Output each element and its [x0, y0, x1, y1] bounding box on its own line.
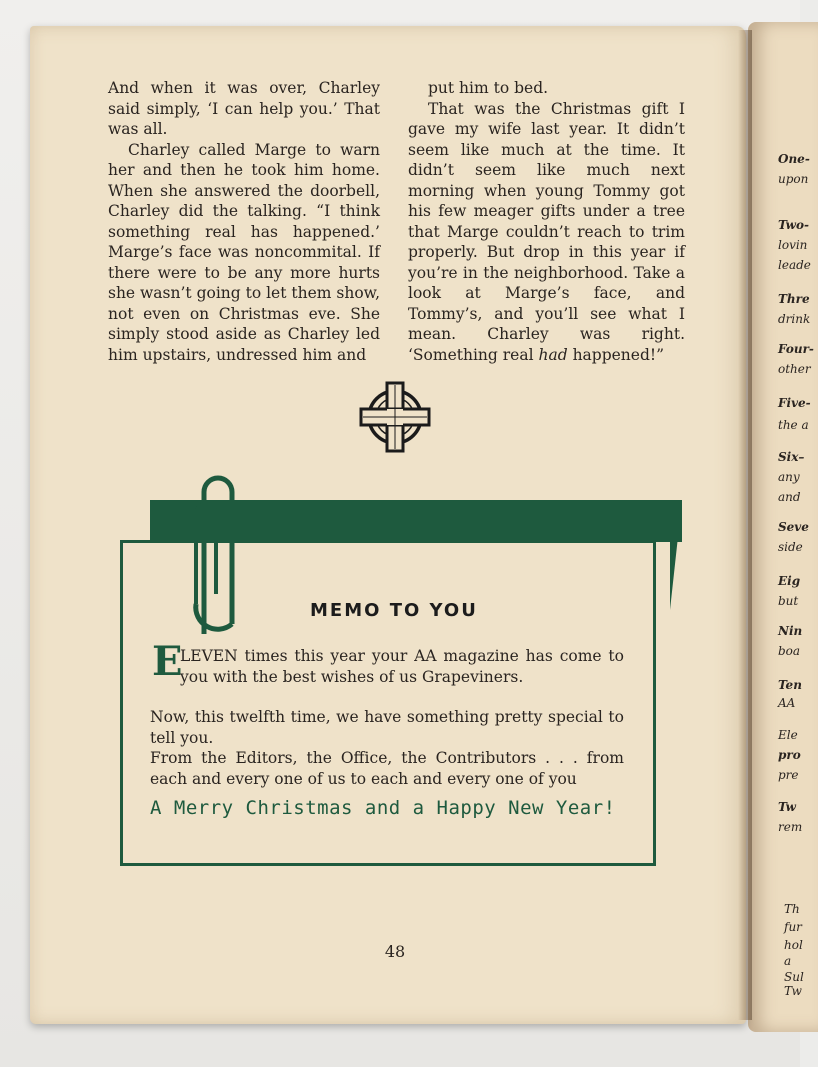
facing-page-fragment: lovin: [778, 238, 808, 252]
facing-page-fragment: hol: [784, 938, 803, 952]
right-paragraph-end: happened!”: [572, 345, 665, 364]
celtic-cross-ornament-icon: [357, 380, 433, 454]
facing-page-fragment: pre: [778, 768, 799, 782]
facing-page-fragment: Six–: [778, 450, 805, 464]
right-paragraph-text: That was the Christmas gift I gave my wife last year. It didn’t seem like much at the time. It didn’t seem like much next morning when young Tommy got his few meager gifts under a tree that Marge couldn’t reach to trim properly. But drop in this year if you’re in the neighborhood. Take a look at Marge’s face, and Tommy’s, and you’ll see what I mean. Charley was right. ‘Something real: [408, 99, 685, 364]
facing-page-fragment: One-: [778, 152, 810, 166]
facing-page-fragment: and: [778, 490, 801, 504]
memo-dropcap: E: [152, 638, 183, 685]
facing-page-fragment: the a: [778, 418, 809, 432]
memo-title: MEMO TO YOU: [310, 600, 478, 621]
left-column: [108, 78, 380, 365]
memo-paragraph-2: Now, this twelfth time, we have something pretty special to tell you.: [150, 708, 624, 747]
facing-page-fragment: a: [784, 954, 792, 968]
facing-page-fragment: fur: [784, 920, 802, 934]
facing-page-fragment: Tw: [778, 800, 796, 814]
facing-page-fragment: Seve: [778, 520, 809, 534]
facing-page-fragment: Eig: [778, 574, 801, 588]
facing-page-fragment: Five-: [778, 396, 811, 410]
memo-paragraph-1: LEVEN times this year your AA magazine has come to you with the best wishes of us Grapeviners.: [180, 647, 624, 686]
facing-page-fragment: upon: [778, 172, 809, 186]
book-gutter: [738, 30, 752, 1020]
facing-page-fragment: Ele: [778, 728, 798, 742]
facing-page: [748, 22, 818, 1032]
facing-page-fragment: AA: [778, 696, 796, 710]
facing-page-fragment: rem: [778, 820, 803, 834]
facing-page-fragment: Th: [784, 902, 800, 916]
facing-page-fragment: but: [778, 594, 799, 608]
left-paragraph-1: And when it was over, Charley said simply, ‘I can help you.’ That was all.: [108, 79, 380, 138]
facing-page-fragment: leade: [778, 258, 811, 272]
memo-paragraph-3: From the Editors, the Office, the Contributors . . . from each and every one of us to each and every one of you: [150, 749, 624, 788]
right-column: [408, 78, 685, 365]
paperclip-icon: [190, 474, 246, 640]
facing-page-fragment: side: [778, 540, 803, 554]
facing-page-fragment: pro: [778, 748, 801, 762]
facing-page-fragment: other: [778, 362, 811, 376]
facing-page-fragment: Two-: [778, 218, 809, 232]
facing-page-fragment: boa: [778, 644, 801, 658]
right-paragraph: [408, 99, 685, 366]
right-continuation: put him to bed.: [428, 79, 549, 97]
left-paragraph-2: Charley called Marge to warn her and then he took him home. When she answered the doorbell, Charley did the talking. “I think something real has happened.’ Marge’s face was noncommital. If there were to be any more hurts she wasn’t going to let them show, not even on Christmas eve. She simply stood aside as Charley led him upstairs, undressed him and: [108, 140, 381, 364]
facing-page-fragment: drink: [778, 312, 811, 326]
facing-page-fragment: Four-: [778, 342, 814, 356]
facing-page-fragment: Thre: [778, 292, 810, 306]
emphasis-word: had: [538, 345, 568, 364]
facing-page-fragment: Sul: [784, 970, 804, 984]
facing-page-fragment: any: [778, 470, 800, 484]
facing-page-fragment: Tw: [784, 984, 802, 998]
memo-greeting: A Merry Christmas and a Happy New Year!: [150, 797, 616, 819]
page-number: 48: [384, 942, 406, 961]
facing-page-fragment: Nin: [778, 624, 803, 638]
facing-page-fragment: Ten: [778, 678, 802, 692]
